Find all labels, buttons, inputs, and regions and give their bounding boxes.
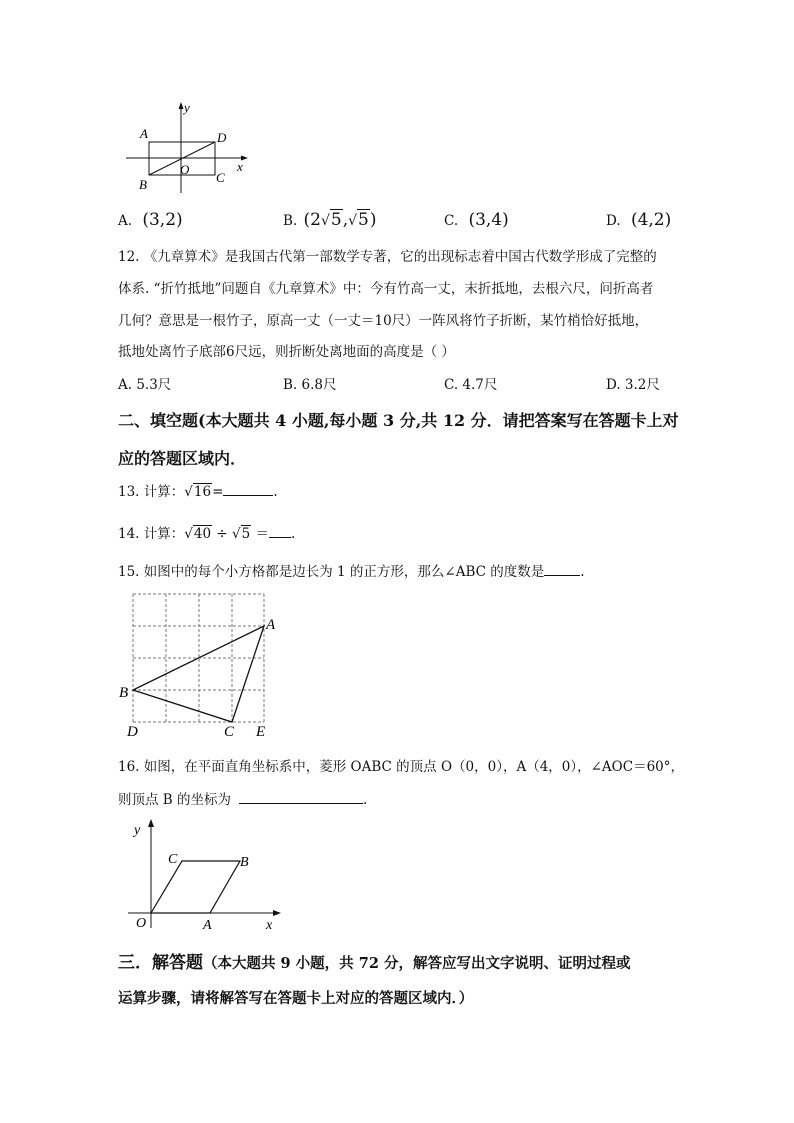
fig-q11-label-c: C (216, 170, 225, 185)
q11-option-d-letter: D. (606, 213, 621, 229)
q16-line-2 (118, 789, 367, 810)
q12-line-2: 体系. “折竹抵地”问题自《九章算术》中：今有竹高一丈，末折抵地，去根六尺，问折高者 (118, 281, 654, 297)
figure-q11-rectangle (118, 98, 258, 194)
fig-q16-label-c: C (168, 852, 178, 867)
q12-line-3: 几何？意思是一根竹子，原高一丈（一丈＝10尺）一阵风将竹子折断，某竹梢恰好抵地， (118, 313, 649, 329)
q15-text: 15. 如图中的每个小方格都是边长为 1 的正方形，那么∠ABC 的度数是 (118, 564, 545, 580)
q15-end: . (580, 564, 585, 580)
q13-end: . (273, 484, 278, 500)
q12-line-1: 12. 《九章算术》是我国古代第一部数学专著，它的出现标志着中国古代数学形成了完整的 (118, 249, 657, 265)
fig-q15-label-b: B (119, 685, 129, 701)
q16-answer-blank[interactable] (239, 789, 363, 804)
q11-option-c-letter: C. (444, 213, 459, 229)
fig-q15-label-e: E (256, 724, 266, 740)
q11-option-b-post: ) (369, 210, 377, 230)
q16-line-1: 16. 如图，在平面直角坐标系中，菱形 OABC 的顶点 O（0，0），A（4，0），∠AOC＝60°， (118, 759, 685, 775)
fig-q11-label-y: y (184, 100, 190, 115)
q12-option-c: C. 4.7尺 (444, 377, 498, 393)
q12-option-d: D. 3.2尺 (606, 377, 660, 393)
fig-q16-label-x: x (266, 918, 273, 932)
q11-option-b: B. (2√5,√5) (283, 210, 377, 230)
section-3-heading-line-1 (118, 948, 630, 973)
q16-end: . (363, 792, 368, 808)
q13-radicand: 16 (193, 484, 212, 500)
fig-q11-label-b: B (139, 177, 147, 192)
q11-option-b-pre: (2 (303, 210, 321, 230)
q11-option-d (606, 210, 671, 230)
fig-q11-label-d: D (217, 130, 227, 145)
fig-q16-label-b: B (240, 855, 249, 870)
q13-answer-blank[interactable] (223, 481, 273, 496)
q14-prefix: 14. 计算： (118, 526, 185, 542)
q11-option-a (118, 210, 183, 230)
fig-q11-label-o: O (180, 162, 190, 177)
q13: 13. 计算：√16= . (118, 481, 278, 502)
q11-option-a-letter: A. (118, 213, 133, 229)
q14-radicand-2: 5 (241, 526, 251, 542)
q11-option-c-value: (3,4) (468, 210, 509, 230)
q11-option-d-value: (4,2) (630, 210, 672, 230)
q14-end: . (290, 526, 296, 542)
q11-option-b-rad2: 5 (358, 210, 369, 230)
q11-option-c (444, 210, 509, 230)
fig-q11-label-a: A (140, 126, 148, 141)
q14-answer-blank[interactable] (269, 523, 291, 538)
q11-option-a-value: (3,2) (142, 210, 183, 230)
fig-q15-label-a: A (266, 617, 276, 633)
section-3-instructions: （本大题共 9 小题，共 72 分，解答应写出文字说明、证明过程或 (203, 955, 631, 972)
q14-radicand-1: 40 (193, 526, 212, 542)
q12-option-a: A. 5.3尺 (118, 377, 172, 393)
q13-equals: = (212, 484, 224, 500)
fig-q16-label-a: A (203, 918, 212, 932)
q14: 14. 计算：√40 ÷ √5 ＝ . (118, 523, 295, 544)
fig-q16-label-o: O (136, 916, 147, 931)
q16-line-2-prefix: 则顶点 B 的坐标为 (118, 792, 232, 808)
q15-answer-blank[interactable] (544, 561, 580, 576)
section-3-heading-line-2: 运算步骤，请将解答写在答题卡上对应的答题区域内．） (118, 990, 474, 1007)
q11-option-b-mid: , (342, 210, 349, 230)
section-3-title: 三．解答题 (118, 953, 203, 973)
q11-option-b-letter: B. (283, 213, 298, 229)
q11-option-b-rad1: 5 (330, 210, 342, 230)
q12-option-b: B. 6.8尺 (283, 377, 337, 393)
fig-q15-label-d: D (127, 724, 138, 740)
q15 (118, 561, 585, 582)
section-2-heading-line-1: 二、填空题(本大题共 4 小题,每小题 3 分,共 12 分．请把答案写在答题卡上对 (118, 411, 679, 430)
q14-equals: ＝ (251, 526, 269, 542)
section-2-heading-line-2: 应的答题区域内． (118, 449, 247, 468)
figure-q16-rhombus (126, 816, 286, 932)
q13-prefix: 13. 计算： (118, 484, 185, 500)
figure-q15-grid-triangle (116, 590, 286, 740)
fig-q15-label-c: C (224, 724, 235, 740)
q12-line-4: 抵地处离竹子底部6尺远，则折断处离地面的高度是（ ） (118, 344, 455, 360)
q14-divide: ÷ (212, 526, 232, 542)
fig-q16-label-y: y (134, 823, 141, 838)
fig-q11-label-x: x (237, 159, 243, 174)
